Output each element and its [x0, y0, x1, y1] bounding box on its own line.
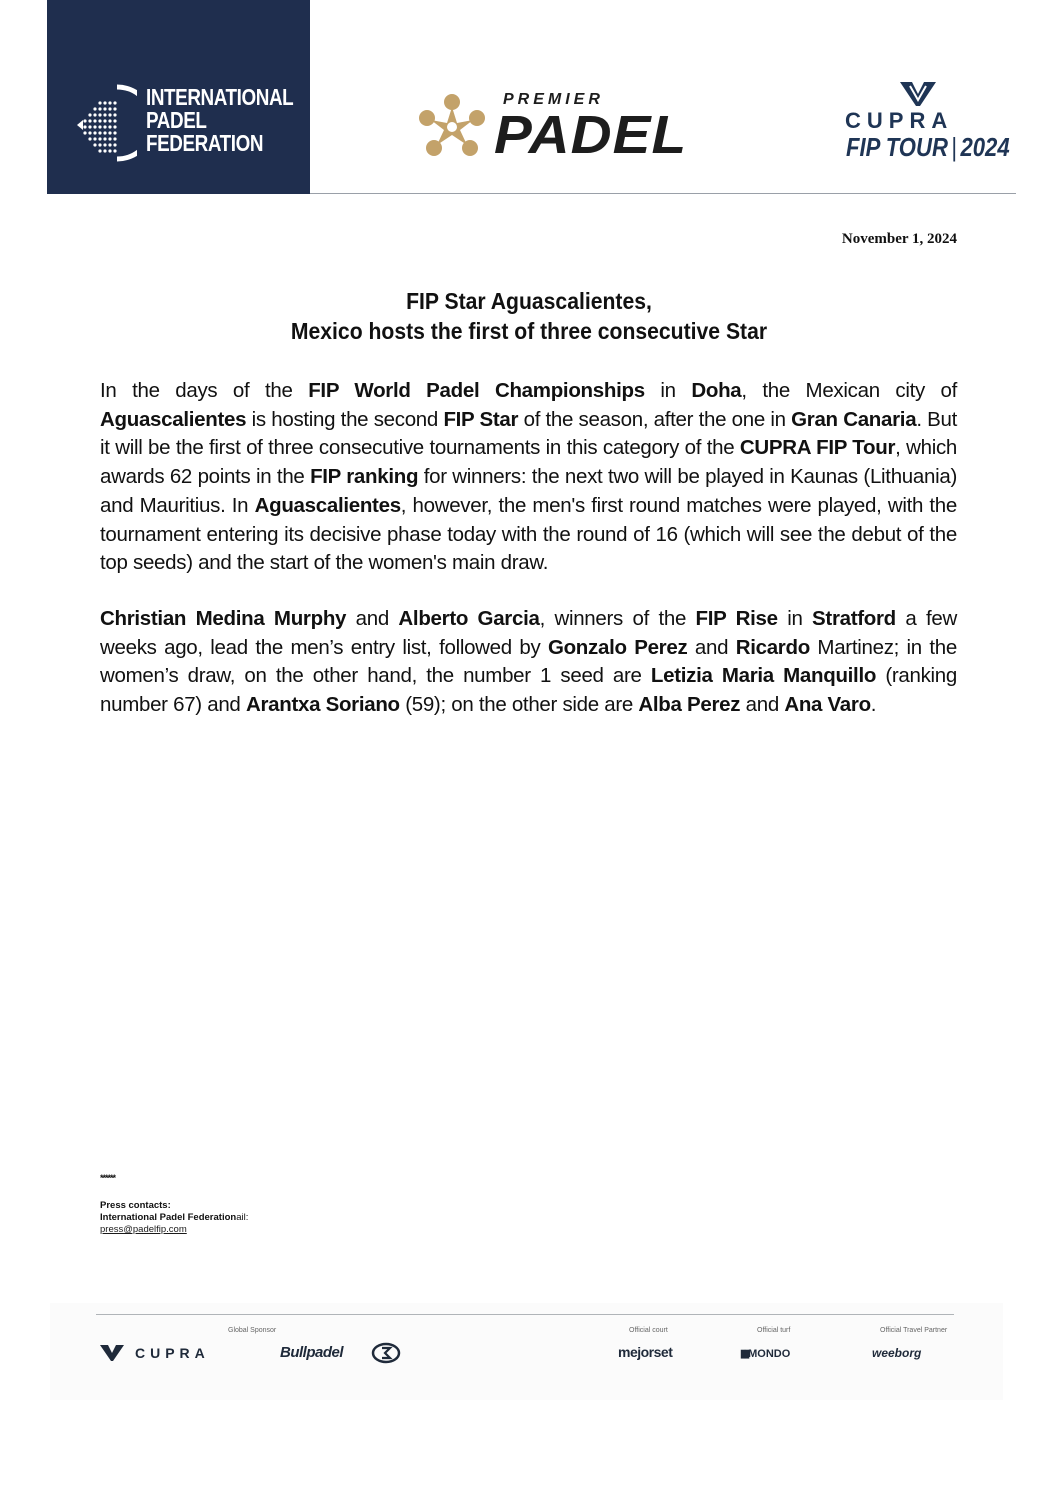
cupra-wordmark: CUPRA	[845, 108, 954, 133]
fip-ball-icon	[77, 83, 137, 163]
press-org-line	[100, 1212, 248, 1224]
p2-run: a few weeks ago, lead the men’s entry list, followed by	[100, 607, 957, 659]
p2-run: Alba Perez	[638, 693, 741, 717]
press-contacts	[100, 1200, 248, 1236]
header-divider	[310, 193, 1016, 194]
p2-run: Arantxa Soriano	[245, 693, 400, 717]
press-email-link[interactable]: press@padelfip.com	[100, 1224, 187, 1235]
mondo-logo	[740, 1347, 790, 1360]
paragraph-1	[100, 377, 957, 578]
press-contacts-label: Press contacts:	[100, 1200, 171, 1211]
p2-run: (ranking number 67) and	[100, 664, 957, 717]
p2-run: Martinez; in the women’s draw, on the other hand, the number 1 seed are	[100, 635, 957, 688]
cupra-footer-emblem-icon	[99, 1344, 125, 1362]
fip-tour-2024	[846, 132, 1010, 163]
p2-run: Alberto Garcia	[398, 607, 540, 630]
weeborg-logo: weeborg	[872, 1346, 922, 1360]
mejorset-logo: mejorset	[618, 1344, 673, 1360]
p1-run: Doha	[691, 379, 742, 402]
p2-run: Gonzalo Perez	[547, 635, 688, 659]
fip-line-1: INTERNATIONAL	[146, 84, 294, 110]
premier-label: PREMIER	[503, 91, 604, 108]
padel-wordmark: PADEL	[494, 105, 688, 165]
paragraph-2-text	[100, 605, 957, 720]
p1-run: FIP ranking	[310, 465, 419, 489]
p2-run: Ricardo	[735, 635, 810, 659]
fip-tour-label: FIP TOUR	[846, 132, 948, 162]
bullpadel-emblem-icon	[371, 1342, 401, 1364]
p1-run: In the days of the	[100, 379, 309, 402]
p2-run: (59); on the other side are	[399, 693, 639, 717]
p1-run: in	[644, 379, 692, 402]
caption-official-travel: Official Travel Partner	[880, 1327, 948, 1334]
p2-run: Christian Medina Murphy	[100, 607, 347, 630]
title-line-2: Mexico hosts the first of three consecutive Star	[290, 318, 768, 344]
p1-run: , however, the men's first round matches were played, with the tournament entering its decisive phase today with the round of 16 (which will see the debut of the top seeds) and the start of the women's main draw.	[100, 493, 957, 575]
p1-run: CUPRA FIP Tour	[739, 436, 896, 460]
bullpadel-logo: Bullpadel	[280, 1344, 344, 1361]
p2-run: in	[777, 607, 813, 630]
p2-run: and	[687, 635, 736, 659]
p2-run: Stratford	[812, 607, 896, 630]
p1-run: is hosting the second	[246, 407, 444, 431]
fip-line-3: FEDERATION	[146, 130, 264, 156]
mondo-mark-icon: ▮▮	[740, 1348, 749, 1360]
press-org-suffix: ail:	[236, 1212, 249, 1223]
p2-run: .	[870, 693, 877, 717]
p2-run: Letizia Maria Manquillo	[650, 664, 877, 688]
p1-run: FIP World Padel Championships	[308, 379, 645, 402]
cupra-emblem-icon	[898, 80, 938, 108]
fip-line-2: PADEL	[146, 107, 207, 133]
caption-global-sponsor: Global Sponsor	[228, 1327, 277, 1334]
p2-run: FIP Rise	[695, 607, 778, 630]
tour-separator: |	[951, 132, 958, 162]
p1-run: , the Mexican city of	[741, 379, 957, 402]
cupra-footer-logo: CUPRA	[135, 1345, 210, 1361]
press-org: International Padel Federation	[100, 1212, 237, 1223]
document-date: November 1, 2024	[841, 231, 957, 247]
title-line-1: FIP Star Aguascalientes,	[406, 288, 652, 314]
paragraph-1-text	[100, 377, 957, 578]
fip-wordmark	[146, 86, 293, 155]
caption-official-turf: Official turf	[757, 1327, 791, 1334]
p2-run: , winners of the	[539, 607, 696, 630]
p2-run: Ana Varo	[784, 693, 871, 717]
paragraph-2	[100, 605, 957, 720]
p1-run: Gran Canaria	[791, 407, 917, 431]
premier-padel-flower-icon	[417, 93, 487, 159]
p2-run: and	[740, 693, 785, 717]
mondo-logo-text: MONDO	[748, 1348, 791, 1360]
p1-run: . But it will be the first of three consecutive tournaments in this category of the	[100, 407, 958, 460]
fip-tour-year: 2024	[960, 132, 1010, 162]
footer-divider	[96, 1314, 954, 1315]
caption-official-court: Official court	[629, 1327, 668, 1334]
p1-run: Aguascalientes	[100, 407, 247, 431]
p1-run: FIP Star	[443, 407, 519, 431]
p2-run: and	[346, 607, 399, 630]
p1-run: of the season, after the one in	[518, 407, 792, 431]
section-separator: ******	[100, 1173, 116, 1183]
p1-run: for winners: the next two will be played in Kaunas (Lithuania) and Mauritius. In	[100, 465, 957, 517]
fip-header-block	[47, 0, 310, 194]
p1-run: Aguascalientes	[254, 493, 401, 517]
p1-run: , which awards 62 points in the	[100, 436, 957, 489]
document-title	[100, 286, 958, 346]
